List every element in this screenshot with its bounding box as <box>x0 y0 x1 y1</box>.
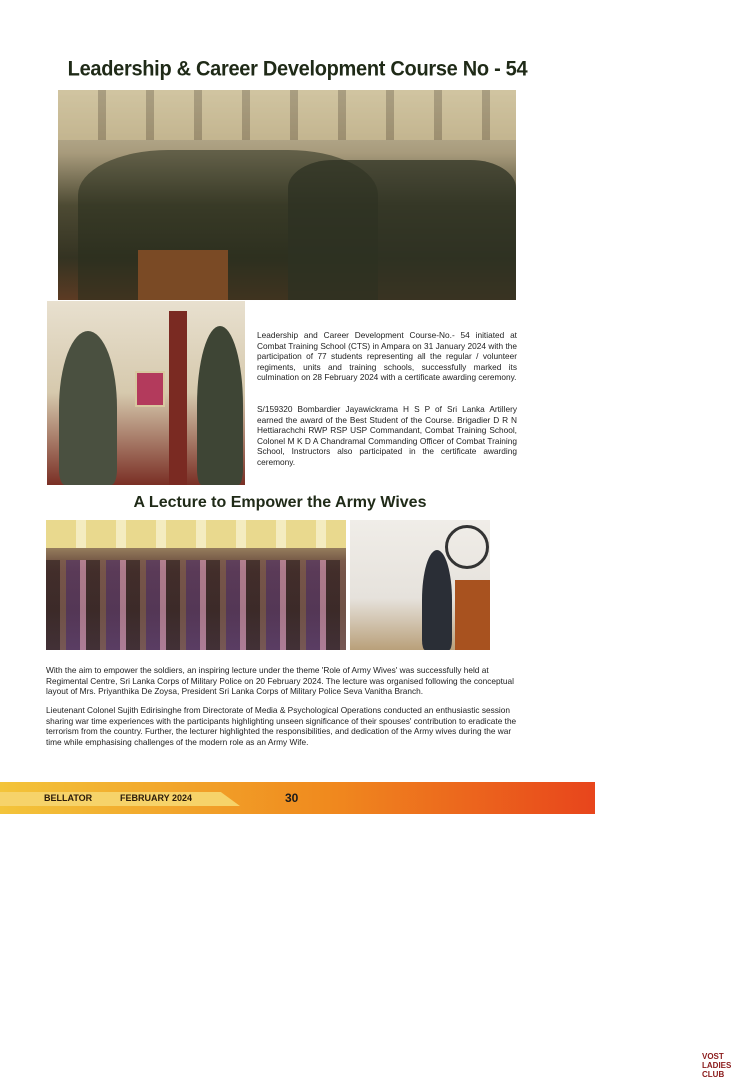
course-paragraph-1: Leadership and Career Development Course-No.- 54 initiated at Combat Training School (CTS) in Ampara on 31 January 2024 with the participation of 77 students representing all the regular / volunteer regiments, units and training schools, successfully marked its culmination on 28 February 2024 with a certificate awarding ceremony. <box>257 330 517 383</box>
lecture-audience-photo <box>46 520 346 650</box>
club-sign: VOST LADIES CLUB <box>702 1052 731 1079</box>
course-paragraph-2: S/159320 Bombardier Jayawickrama H S P of Sri Lanka Artillery earned the award of the Best Student of the Course. Brigadier D R N Hettiarachchi RWP RSP USP Commandant, Combat Training School, Colonel M K D A Chandramal Commanding Officer of Combat Training School, Instructors also participated in the certificate awarding ceremony. <box>257 404 517 467</box>
lecturer-photo <box>350 520 731 1079</box>
issue-date: FEBRUARY 2024 <box>120 793 193 803</box>
lecture-paragraph-1: With the aim to empower the soldiers, an inspiring lecture under the theme 'Role of Army Wives' was successfully held at Regimental Centre, Sri Lanka Corps of Military Police on 20 February 2024. The lecture was organised following the conceptual layout of Mrs. Priyanthika De Zoysa, President Sri Lanka Corps of Military Police Seva Vanitha Branch. <box>46 665 514 697</box>
section-title: A Lecture to Empower the Army Wives <box>133 494 427 511</box>
page-number: 30 <box>285 791 299 805</box>
lecture-paragraph-2: Lieutenant Colonel Sujith Edirisinghe from Directorate of Media & Psychological Operations conducted an enthusiastic session sharing war time experiences with the participants highlighting unseen significance of their spouses' contribution to eradicate the terrorism from the country. Further, the lecturer highlighted the responsibilities, and dedication of the Army wives during the war time while emphasising challenges of the modern role as an Army Wife. <box>46 705 517 747</box>
page-title: Leadership & Career Development Course No - 54 <box>67 57 528 81</box>
course-participants-photo <box>58 90 516 300</box>
award-ceremony-photo <box>46 300 246 486</box>
magazine-name: BELLATOR <box>44 793 93 803</box>
